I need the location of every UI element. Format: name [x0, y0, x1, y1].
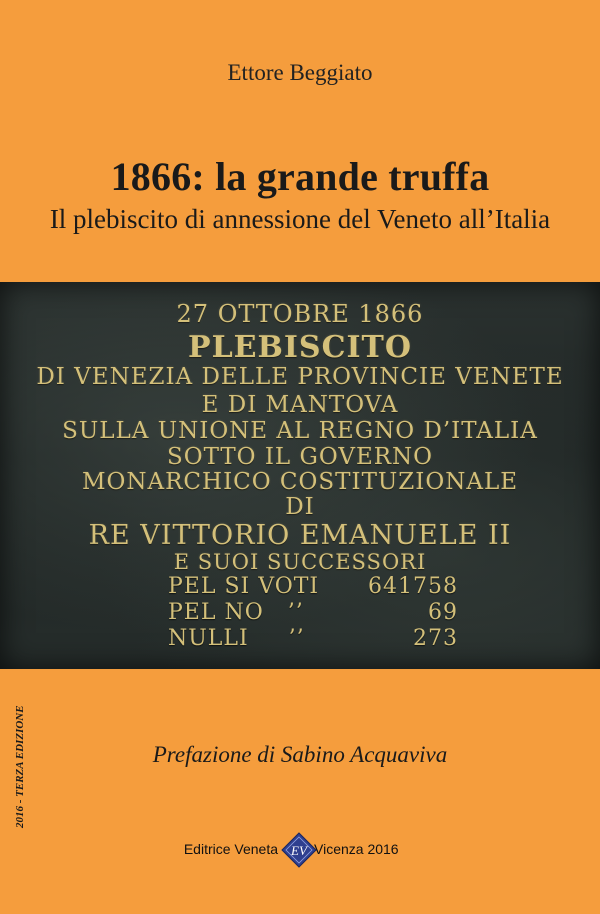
plaque-line-unione: SULLA UNIONE AL REGNO D’ITALIA [62, 418, 538, 444]
plebiscite-plaque-image [0, 282, 600, 669]
plaque-line-venezia: DI VENEZIA DELLE PROVINCIE VENETE [36, 364, 564, 390]
plaque-line-mantova: E DI MANTOVA [201, 392, 399, 418]
plaque-line-di: DI [285, 494, 315, 520]
plaque-line-monarchico: MONARCHICO COSTITUZIONALE [81, 469, 519, 495]
edition-label: 2016 - TERZA EDIZIONE [14, 705, 26, 828]
plaque-vote-row-si [168, 574, 458, 600]
vote-label: PEL SI VOTI [168, 574, 320, 599]
book-title: 1866: la grande truffa [110, 154, 490, 199]
vote-value: 69 [428, 600, 458, 625]
vote-label: NULLI ’’ [168, 626, 305, 651]
plaque-line-re: RE VITTORIO EMANUELE II [88, 520, 512, 551]
publisher-logo-letters: EV [291, 843, 307, 858]
plaque-line-date: 27 OTTOBRE 1866 [176, 300, 424, 328]
plaque-line-governo: SOTTO IL GOVERNO [166, 444, 434, 470]
plaque-vote-row-no [168, 600, 458, 626]
book-subtitle: Il plebiscito di annessione del Veneto all’Italia [49, 204, 551, 234]
publisher-logo-icon [281, 832, 317, 868]
publisher-place-year: Vicenza 2016 [314, 841, 399, 857]
publisher-line [0, 830, 600, 870]
plaque-line-plebiscito: PLEBISCITO [188, 330, 412, 365]
preface-credit: Prefazione di Sabino Acquaviva [152, 742, 448, 767]
publisher-name: Editrice Veneta [183, 841, 278, 857]
vote-value: 641758 [368, 574, 458, 599]
vote-label: PEL NO ’’ [168, 600, 304, 625]
plaque-vote-row-nulli [168, 626, 458, 652]
plaque-line-successori: E SUOI SUCCESSORI [173, 550, 427, 574]
vote-value: 273 [413, 626, 458, 651]
author-name: Ettore Beggiato [227, 60, 373, 85]
